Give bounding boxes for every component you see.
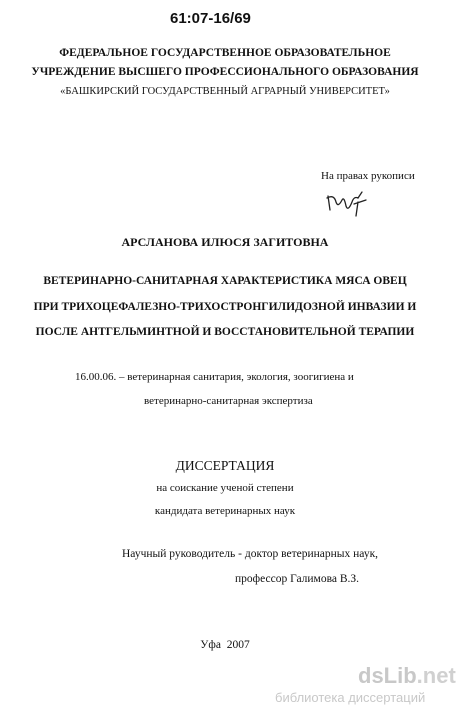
supervisor-line-2: профессор Галимова В.З. <box>235 573 360 585</box>
institution-line-1: ФЕДЕРАЛЬНОЕ ГОСУДАРСТВЕННОЕ ОБРАЗОВАТЕЛЬНОЕ <box>59 47 391 59</box>
degree-line-1: на соискание ученой степени <box>156 482 294 494</box>
watermark-logo-part1: dsLib <box>358 663 417 688</box>
author-name: АРСЛАНОВА ИЛЮСЯ ЗАГИТОВНА <box>121 235 329 249</box>
watermark-logo <box>358 663 456 689</box>
watermark-caption: библиотека диссертаций <box>275 690 426 705</box>
degree-line-2: кандидата ветеринарных наук <box>154 505 296 517</box>
dissertation-heading: ДИССЕРТАЦИЯ <box>175 458 275 473</box>
institution-line-3: «БАШКИРСКИЙ ГОСУДАРСТВЕННЫЙ АГРАРНЫЙ УНИВЕРСИТЕТ» <box>60 86 390 97</box>
city-year: Уфа 2007 <box>200 639 250 651</box>
signature-image <box>324 188 368 218</box>
title-line-3: ПОСЛЕ АНТГЕЛЬМИНТНОЙ И ВОССТАНОВИТЕЛЬНОЙ ТЕРАПИИ <box>35 326 415 338</box>
rights-note: На правах рукописи <box>321 170 415 182</box>
specialty-line-1: 16.00.06. – ветеринарная санитария, экология, зоогигиена и <box>75 371 354 383</box>
archive-stamp: 61:07-16/69 <box>170 10 251 27</box>
institution-line-2: УЧРЕЖДЕНИЕ ВЫСШЕГО ПРОФЕССИОНАЛЬНОГО ОБРАЗОВАНИЯ <box>31 66 419 78</box>
title-line-1: ВЕТЕРИНАРНО-САНИТАРНАЯ ХАРАКТЕРИСТИКА МЯСА ОВЕЦ <box>43 275 407 287</box>
supervisor-line-1: Научный руководитель - доктор ветеринарных наук, <box>122 548 379 560</box>
watermark-logo-part2: .net <box>416 663 456 688</box>
title-line-2: ПРИ ТРИХОЦЕФАЛЕЗНО-ТРИХОСТРОНГИЛИДОЗНОЙ ИНВАЗИИ И <box>33 301 417 313</box>
specialty-line-2: ветеринарно-санитарная экспертиза <box>144 395 313 407</box>
